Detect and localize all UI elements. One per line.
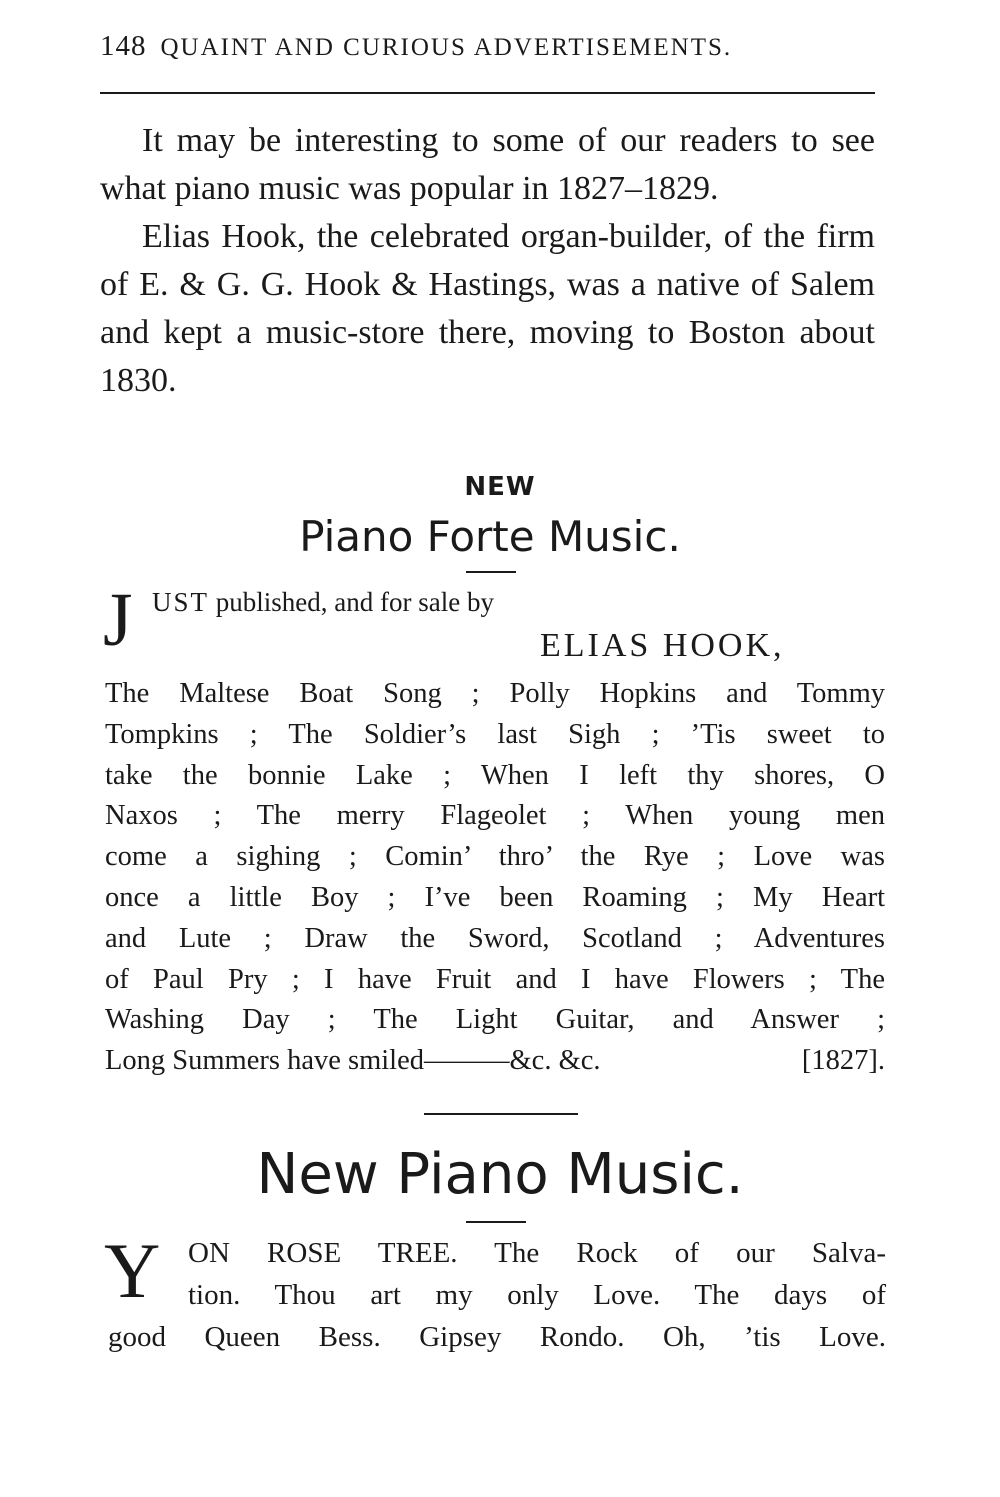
- section-divider: [424, 1113, 578, 1115]
- ad1-lead-rest: published, and for sale by: [209, 587, 494, 617]
- ad1-kicker: NEW: [464, 472, 536, 502]
- ad1-line: take the bonnie Lake ; When I left thy shores, O: [105, 759, 885, 791]
- ad2-title-rule: [466, 1221, 526, 1223]
- ad1-line: once a little Boy ; I’ve been Roaming ; My Heart: [105, 881, 885, 913]
- ad1-date: [1827].: [801, 1045, 885, 1077]
- ad1-line: Naxos ; The merry Flageolet ; When young men: [105, 800, 885, 832]
- ad1-line: Tompkins ; The Soldier’s last Sigh ; ’Tis sweet to: [105, 718, 885, 750]
- ad1-line: Long Summers have smiled———&c. &c.: [105, 1045, 601, 1077]
- ad2-body: [108, 1232, 886, 1358]
- ad1-line: Washing Day ; The Light Guitar, and Answer ;: [105, 1004, 885, 1036]
- ad2-line: ON ROSE TREE. The Rock of our Salva-: [188, 1237, 886, 1269]
- ad1-seller: ELIAS HOOK,: [540, 627, 785, 664]
- running-title: QUAINT AND CURIOUS ADVERTISEMENTS.: [160, 34, 733, 61]
- intro-paragraph-2: Elias Hook, the celebrated organ-builder, of the firm of E. & G. G. Hook & Hastings, was a native of Salem and kept a music-store there, moving to Boston about 1830.: [100, 218, 875, 399]
- ad2-title: New Piano Music.: [256, 1142, 744, 1207]
- ad1-title: Piano Forte Music.: [299, 512, 681, 561]
- ad1-lead: [152, 585, 494, 619]
- ad1-line: The Maltese Boat Song ; Polly Hopkins and Tommy: [105, 678, 885, 709]
- ad1-drop-cap: J: [103, 578, 133, 662]
- ad1-song-list: [105, 674, 885, 1082]
- ad1-title-rule: [466, 571, 516, 573]
- ad2-line: good Queen Bess. Gipsey Rondo. Oh, ’tis Love.: [108, 1321, 886, 1353]
- ad1-line: of Paul Pry ; I have Fruit and I have Flowers ; The: [105, 963, 885, 995]
- intro-text: [100, 117, 875, 405]
- ad1-line: and Lute ; Draw the Sword, Scotland ; Adventures: [105, 922, 885, 954]
- ad2-drop-cap: Y: [104, 1227, 161, 1314]
- page-number: 148: [100, 30, 147, 62]
- ad1-line: come a sighing ; Comin’ thro’ the Rye ; Love was: [105, 841, 885, 873]
- intro-paragraph-1: It may be interesting to some of our readers to see what piano music was popular in 1827–1829.: [100, 122, 875, 207]
- ad1-lead-caps: UST: [152, 587, 210, 617]
- header-rule: [100, 92, 875, 94]
- running-head: [100, 30, 880, 64]
- ad1-last-line: [105, 1041, 885, 1082]
- ad2-line: tion. Thou art my only Love. The days of: [188, 1279, 886, 1311]
